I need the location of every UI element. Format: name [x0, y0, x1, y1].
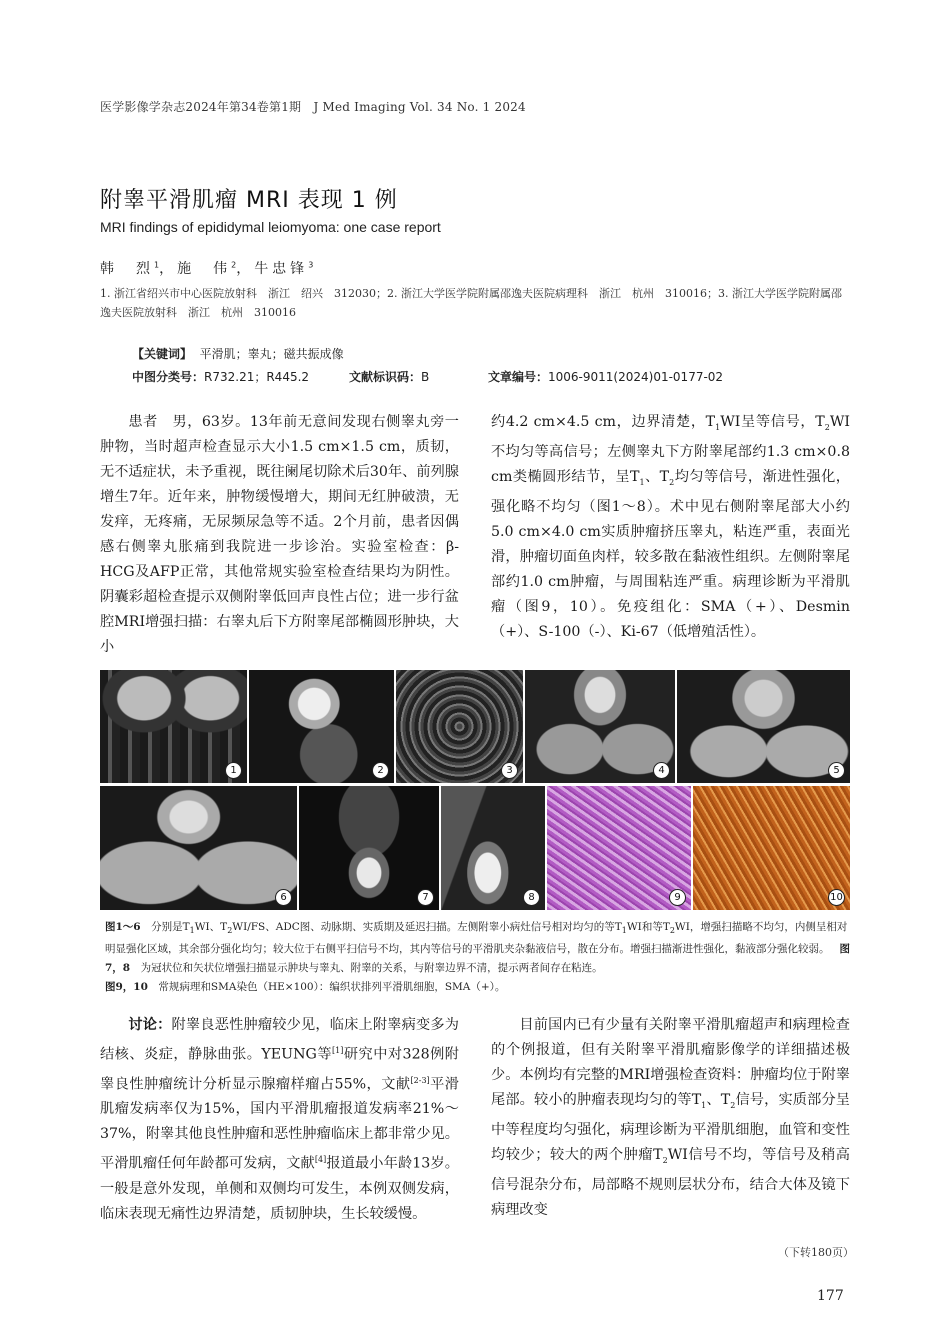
figure-5-parenchymal-phase — [677, 670, 850, 783]
case-report-paragraph-cont: 约4.2 cm×4.5 cm，边界清楚，$T_1WI$呈等信号，$T_2WI$不均匀等高信号；左侧睾丸下方附睾尾部约1.3 cm×0.8 cm类椭圆形结节，呈$T_1$、$T_2$均匀等信号，渐进性强化，强化略不均匀（图1～8）。术中见右侧附睾尾部大小约5.0 cm×4.0 cm实质肿瘤挤压睾丸，粘连严重，表面光滑，肿瘤切面鱼肉样，较多散在黏液性组织。左侧附睾尾部约1.0 cm肿瘤，与周围粘连严重。病理诊断为平滑肌瘤（图9，10）。免疫组化：SMA（+）、Desmin（+）、S-100（-）、Ki-67（低增殖活性）。 — [491, 414, 850, 640]
body-column-4 — [491, 1013, 850, 1223]
figure-8-sagittal — [441, 786, 545, 910]
figure-7-label: 7 — [417, 889, 434, 906]
article-title: 附睾平滑肌瘤 MRI 表现 1 例 — [100, 188, 398, 213]
journal-header: 医学影像学杂志2024年第34卷第1期 J Med Imaging Vol. 34 No. 1 2024 — [100, 100, 526, 114]
article-number: 文章编号：1006-9011(2024)01-0177-02 — [488, 370, 724, 384]
discussion-paragraph: 讨论：附睾良恶性肿瘤较少见，临床上附睾病变多为结核、炎症，静脉曲张。YEUNG等[1]研究中对328例附睾良性肿瘤统计分析显示腺瘤样瘤占55%，文献[2-3]平滑肌瘤发病率仅为15%，国内平滑肌瘤报道发病率21%～37%，附睾其他良性肿瘤和恶性肿瘤临床上都非常少见。平滑肌瘤任何年龄都可发病，文献[4]报道最小年龄13岁。一般是意外发现，单侧和双侧均可发生，本例双侧发病，临床表现无痛性边界清楚，质韧肿块，生长较缓慢。 — [100, 1017, 459, 1223]
continued-note: （下转180页） — [778, 1246, 854, 1259]
keywords-label: 【关键词】 — [132, 347, 193, 361]
figure-4-arterial-phase — [525, 670, 675, 783]
affiliations: 1. 浙江省绍兴市中心医院放射科 浙江 绍兴 312030；2. 浙江大学医学院附属邵逸夫医院病理科 浙江 杭州 310016；3. 浙江大学医学院附属邵逸夫医院放射科 浙江 杭州 310016 — [100, 287, 842, 319]
keywords — [132, 345, 344, 362]
author-1: 韩 烈 — [100, 261, 154, 277]
figure-2-label: 2 — [372, 762, 389, 779]
author-list: 韩 烈$^1$，施 伟$^2$，牛忠锋$^3$ — [100, 260, 314, 277]
figure-10-sma-stain — [693, 786, 850, 910]
discussion-paragraph-2: 目前国内已有少量有关附睾平滑肌瘤超声和病理检查的个例报道，但有关附睾平滑肌瘤影像学的详细描述极少。本例均有完整的MRI增强检查资料：肿瘤均位于附睾尾部。较小的肿瘤表现均匀的等$T_1$、$T_2$信号，实质部分呈中等程度均匀强化，病理诊断为平滑肌细胞，血管和变性均较少；较大的两个肿瘤$T_2WI$信号不均，等信号及稍高信号混杂分布，局部略不规则层状分布，结合大体及镜下病理改变 — [491, 1017, 850, 1218]
figure-panels — [100, 670, 850, 910]
figure-2-t2wi-fs — [249, 670, 394, 783]
page-number: 177 — [817, 1288, 844, 1304]
clc-code: 中图分类号：R732.21；R445.2 — [132, 370, 310, 384]
figure-8-label: 8 — [523, 889, 540, 906]
body-column-3 — [100, 1013, 459, 1227]
figure-9-label: 9 — [669, 889, 686, 906]
author-2: 施 伟 — [177, 261, 232, 277]
body-column-1 — [100, 410, 459, 660]
figure-9-he-stain — [547, 786, 691, 910]
author-2-affil: 2 — [231, 260, 237, 270]
figure-10-label: 10 — [828, 889, 845, 906]
author-3-affil: 3 — [308, 260, 314, 270]
doc-code: 文献标识码：B — [349, 370, 430, 384]
figure-5-label: 5 — [828, 762, 845, 779]
keywords-text: 平滑肌；睾丸；磁共振成像 — [199, 347, 344, 361]
figure-3-label: 3 — [501, 762, 518, 779]
figure-1-label: 1 — [225, 762, 242, 779]
figure-caption: 图1～6 分别是$T_1WI$、$T_2WI/FS$、ADC图、动脉期、实质期及延迟扫描。左侧附睾小病灶信号相对均匀的等$T_1WI$和等$T_2WI$，增强扫描略不均匀，内侧呈相对明显强化区域，其余部分强化均匀；较大位于右侧平扫信号不均，其内等信号的平滑肌夹杂黏液信号，散在分布。增强扫描渐进性强化，黏液部分强化较弱。 图7，8 为冠状位和矢状位增强扫描显示肿块与睾丸、附睾的关系，与附睾边界不清，提示两者间存在粘连。 图9，10 常规病理和SMA染色（HE×100）：编织状排列平滑肌细胞，SMA（+）。 — [105, 921, 851, 994]
figure-3-adc — [396, 670, 523, 783]
author-3: 牛忠锋 — [254, 261, 309, 277]
figure-6-delayed-phase — [100, 786, 297, 910]
figure-7-coronal — [299, 786, 439, 910]
article-subtitle: MRI findings of epididymal leiomyoma: one case report — [100, 219, 441, 235]
figure-6-label: 6 — [275, 889, 292, 906]
body-column-2 — [491, 410, 850, 645]
figure-1-t1wi — [100, 670, 247, 783]
figure-4-label: 4 — [653, 762, 670, 779]
case-report-paragraph: 患者 男，63岁。13年前无意间发现右侧睾丸旁一肿物，当时超声检查显示大小1.5 cm×1.5 cm，质韧，无不适症状，未予重视，既往阑尾切除术后30年、前列腺增生7年。近年来，肿物缓慢增大，期间无红肿破溃，无发痒，无疼痛，无尿频尿急等不适。2个月前，患者因偶感右侧睾丸胀痛到我院进一步诊治。实验室检查：β-HCG及AFP正常，其他常规实验室检查结果均为阴性。阴囊彩超检查提示双侧附睾低回声良性占位；进一步行盆腔MRI增强扫描：右睾丸后下方附睾尾部椭圆形肿块，大小 — [100, 414, 459, 655]
author-1-affil: 1 — [154, 260, 160, 270]
